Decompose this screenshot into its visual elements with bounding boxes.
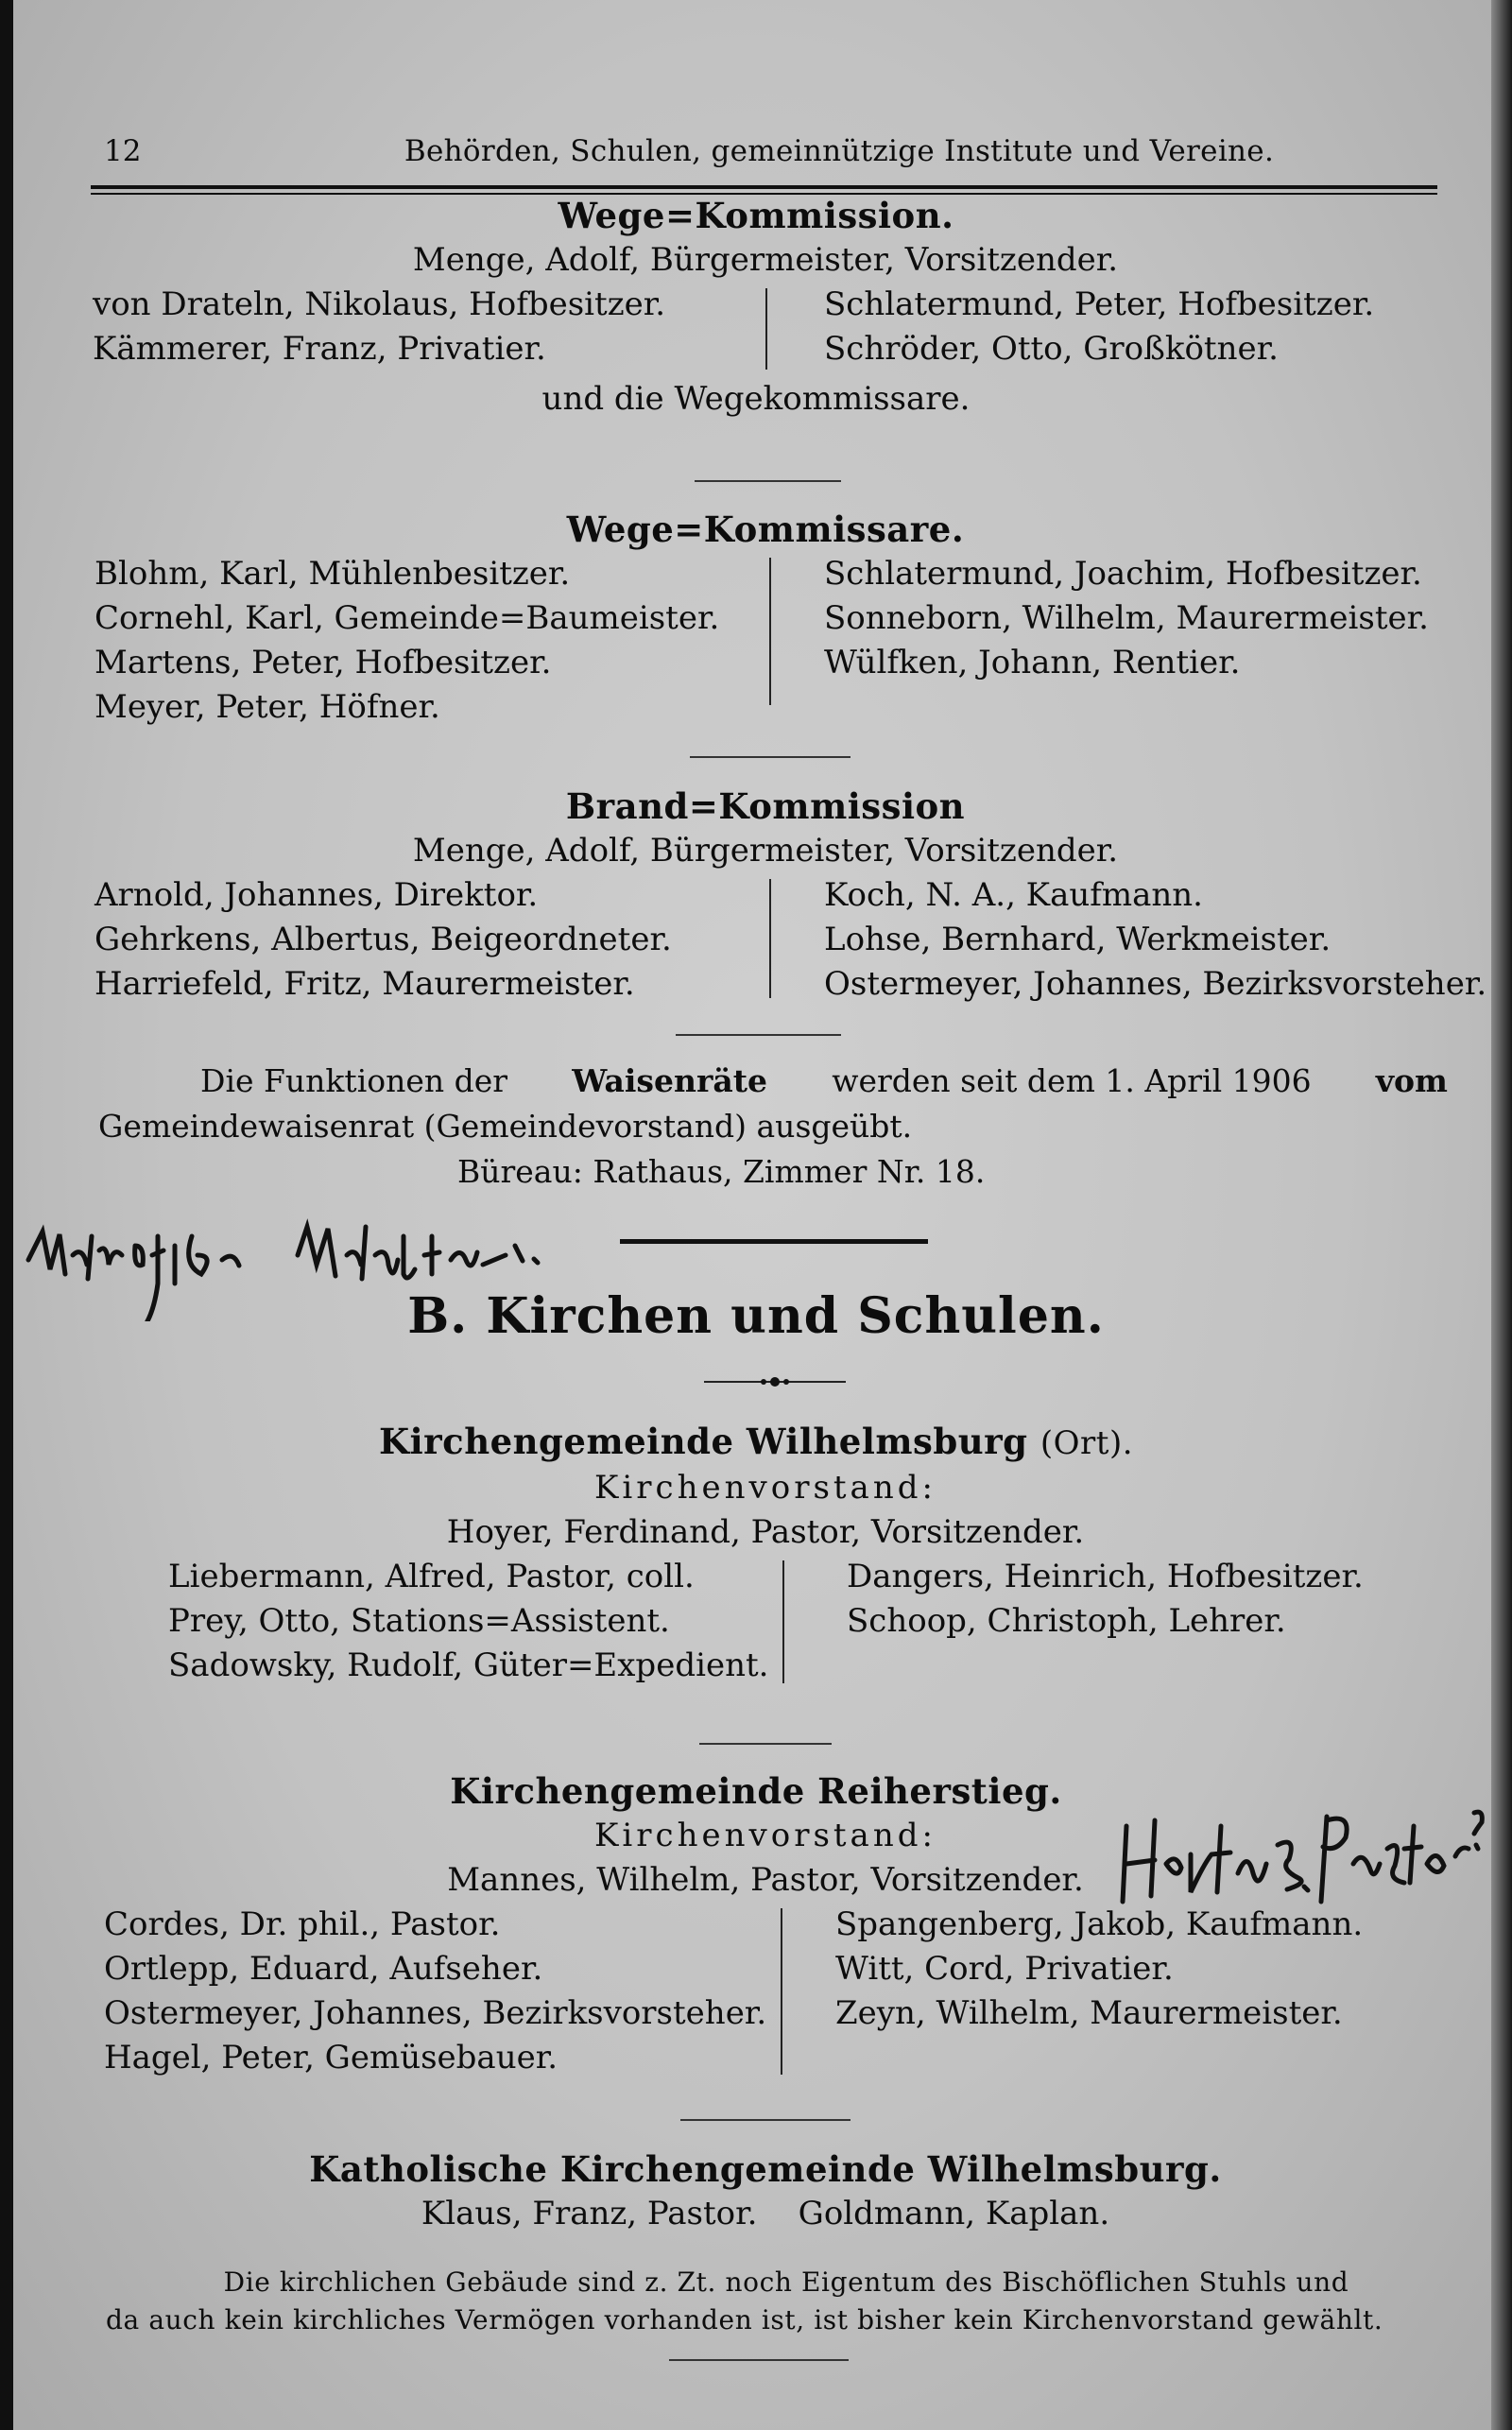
chair-line: Menge, Adolf, Bürgermeister, Vorsitzender. [412,832,1119,870]
running-header [104,134,1436,176]
section-heading: Katholische Kirchengemeinde Wilhelmsburg. [309,2148,1222,2190]
member: von Drateln, Nikolaus, Hofbesitzer. [93,285,666,323]
note-line: da auch kein kirchliches Vermögen vorhanden ist, ist bisher kein Kirchenvorstand gewählt. [106,2304,1383,2335]
column-divider [769,558,771,705]
heading-suffix: (Ort). [1040,1424,1134,1462]
column-divider [781,1908,782,2075]
section-heading: Kirchengemeinde Reiherstieg. [450,1770,1062,1812]
member: Wülfken, Johann, Rentier. [824,644,1241,681]
section-wege-kommissare [0,508,1512,730]
member: Sadowsky, Rudolf, Güter=Expedient. [168,1646,769,1684]
clergy-line: Klaus, Franz, Pastor. Goldmann, Kaplan. [421,2195,1110,2232]
member: Blohm, Karl, Mühlenbesitzer. [94,555,571,593]
handwritten-annotation [1117,1807,1495,1911]
separator [690,756,850,758]
members-right [847,1555,1364,1644]
text: Die Funktionen der [200,1062,508,1099]
text: vom [1375,1062,1448,1099]
page-number: 12 [104,134,142,168]
member: Schlatermund, Joachim, Hofbesitzer. [824,555,1422,593]
chair-line: Hoyer, Ferdinand, Pastor, Vorsitzender. [446,1513,1085,1551]
heading-text: Kirchengemeinde Wilhelmsburg [378,1421,1028,1462]
footer-line: und die Wegekommissare. [541,380,971,418]
separator [699,1743,832,1745]
member: Koch, N. A., Kaufmann. [824,876,1203,914]
member: Liebermann, Alfred, Pastor, coll. [168,1558,695,1595]
members-left [104,1903,766,2080]
waisenraete-line2: Gemeindewaisenrat (Gemeindevorstand) ausgeübt. [98,1108,913,1145]
members-left [94,552,719,730]
note-line: Die kirchlichen Gebäude sind z. Zt. noch Eigentum des Bischöflichen Stuhls und [223,2266,1349,2298]
section-wege-kommission [0,194,1512,422]
column-divider [765,288,767,370]
running-title: Behörden, Schulen, gemeinnützige Institute und Vereine. [404,134,1275,168]
section-divider [620,1239,928,1244]
waisenraete-paragraph [200,1059,1448,1104]
member: Gehrkens, Albertus, Beigeordneter. [94,921,672,958]
member: Lohse, Bernhard, Werkmeister. [824,921,1332,958]
members-right [824,552,1429,685]
member: Spangenberg, Jakob, Kaufmann. [835,1905,1364,1943]
bureau-line: Büreau: Rathaus, Zimmer Nr. 18. [457,1153,986,1190]
text: werden seit dem 1. April 1906 [832,1062,1312,1099]
text: Waisenräte [572,1062,767,1099]
member: Meyer, Peter, Höfner. [94,688,440,726]
members-left [94,873,672,1007]
member: Harriefeld, Fritz, Maurermeister. [94,965,635,1003]
section-kg-wilhelmsburg [0,1420,1512,1688]
section-b-title: B. Kirchen und Schulen. [407,1287,1105,1345]
section-heading: Brand=Kommission [565,785,966,827]
members-right [824,283,1374,371]
member: Arnold, Johannes, Direktor. [94,876,539,914]
section-heading: Wege=Kommissare. [566,508,965,550]
separator [669,2359,849,2361]
member: Zeyn, Wilhelm, Maurermeister. [835,1994,1343,2032]
separator [676,1034,841,1036]
vorstand-label: Kirchenvorstand: [594,1469,936,1507]
members-left [168,1555,768,1688]
member: Ostermeyer, Johannes, Bezirksvorsteher. [104,1994,767,2032]
chair-line: Menge, Adolf, Bürgermeister, Vorsitzender. [412,241,1119,279]
chair-line: Mannes, Wilhelm, Pastor, Vorsitzender. [447,1861,1084,1899]
member: Martens, Peter, Hofbesitzer. [94,644,552,681]
section-brand-kommission [0,784,1512,1007]
column-divider [782,1560,784,1683]
section-heading [0,1420,1512,1466]
members-left [93,283,665,371]
vorstand-label: Kirchenvorstand: [594,1817,936,1854]
member: Hagel, Peter, Gemüsebauer. [104,2039,558,2077]
members-right [824,873,1486,1007]
member: Kämmerer, Franz, Privatier. [93,330,546,368]
separator [695,480,841,482]
section-kath-kirchengemeinde [0,2147,1512,2236]
member: Cornehl, Karl, Gemeinde=Baumeister. [94,599,720,637]
members-right [835,1903,1363,2036]
member: Schlatermund, Peter, Hofbesitzer. [824,285,1375,323]
member: Schoop, Christoph, Lehrer. [847,1602,1286,1640]
separator [680,2119,850,2121]
section-heading: Wege=Kommission. [558,195,954,236]
member: Dangers, Heinrich, Hofbesitzer. [847,1558,1364,1595]
member: Ortlepp, Eduard, Aufseher. [104,1950,543,1988]
member: Sonneborn, Wilhelm, Maurermeister. [824,599,1429,637]
column-divider [769,879,771,998]
member: Cordes, Dr. phil., Pastor. [104,1905,501,1943]
member: Prey, Otto, Stations=Assistent. [168,1602,670,1640]
member: Ostermeyer, Johannes, Bezirksvorsteher. [824,965,1487,1003]
member: Witt, Cord, Privatier. [835,1950,1174,1988]
member: Schröder, Otto, Großkötner. [824,330,1279,368]
ornament-divider-icon [704,1372,846,1391]
header-rule [91,185,1437,189]
